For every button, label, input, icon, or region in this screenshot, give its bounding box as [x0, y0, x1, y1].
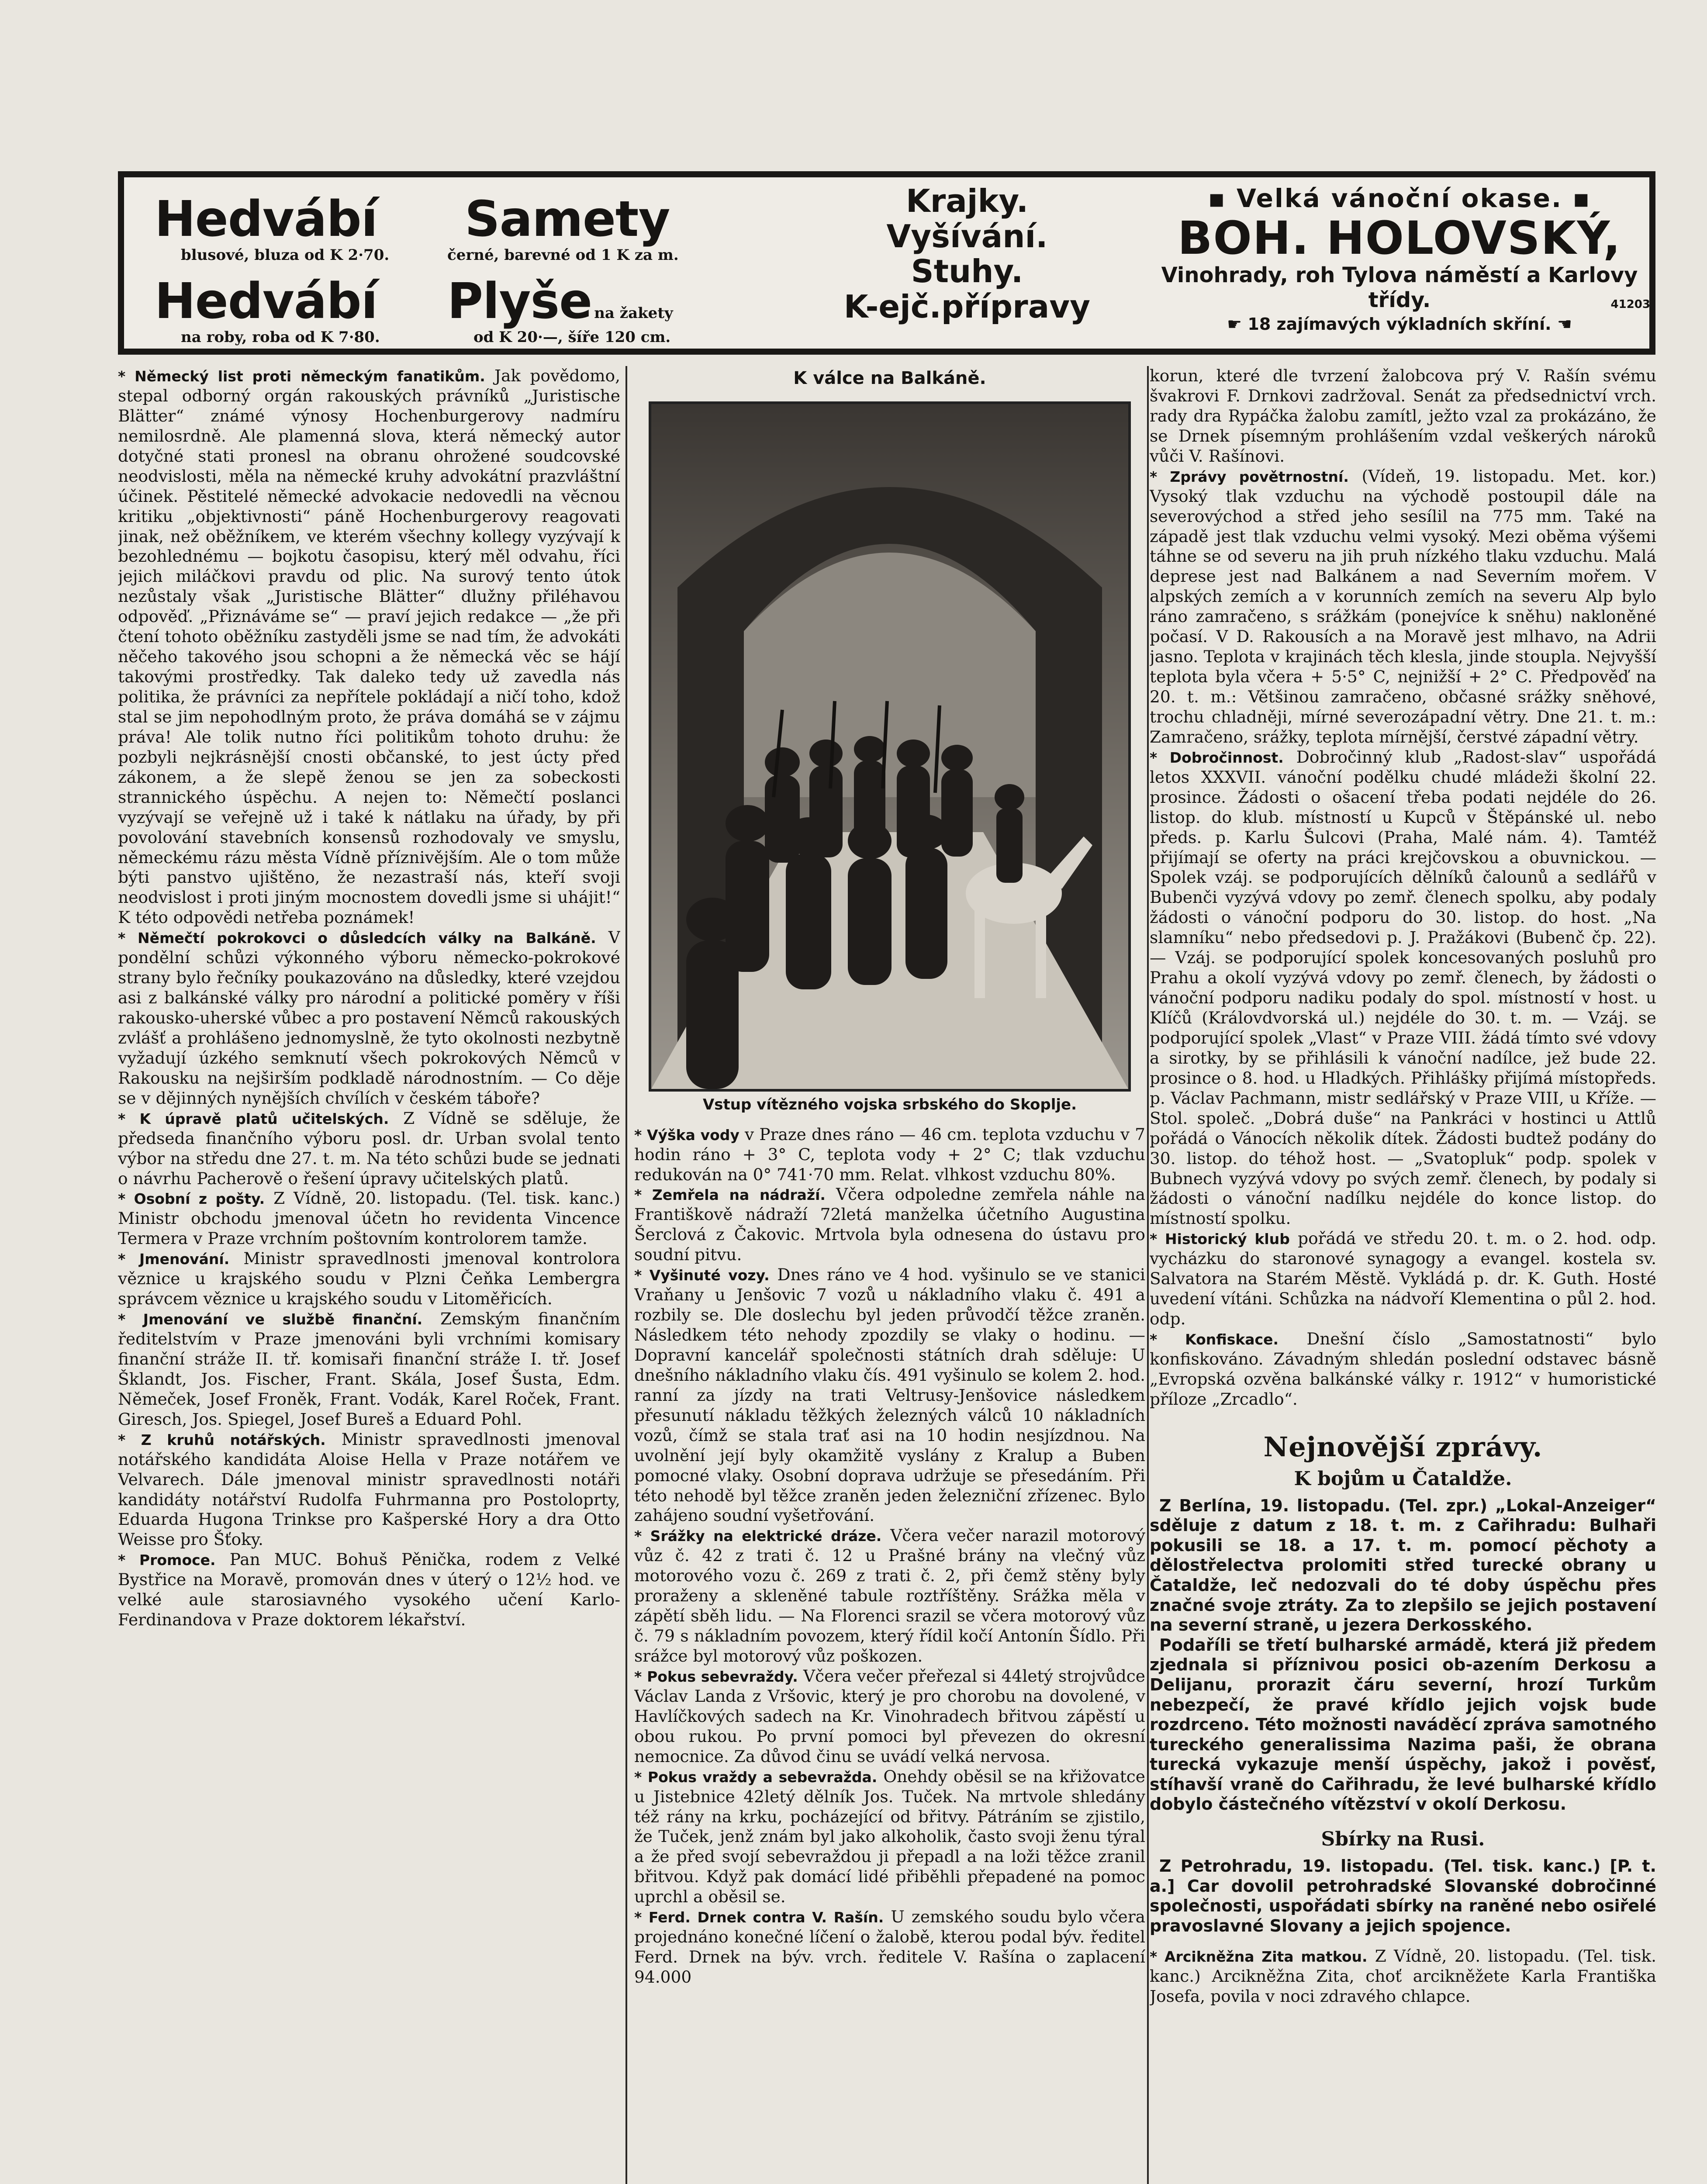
top-advertisement: [118, 171, 1655, 355]
ad-silk-title-2: Hedvábí: [155, 273, 378, 330]
news-petrograd: Z Petrohradu, 19. listopadu. (Tel. tisk. kanc.) [P. t. a.] Car dovolil petrohradské Slovanské dobročinné společnosti, uspořádati sbírky na raněné nebo osiřelé pravoslavné Slovany a jejich spojence.: [1150, 1856, 1656, 1935]
ad-silk-title: Hedvábí: [155, 191, 378, 248]
ad-holovsky: [1146, 183, 1653, 334]
ad-item: Vyšívání.: [886, 218, 1048, 255]
ad-items-column: [832, 177, 1102, 349]
ad-item: K-ejč.přípravy: [843, 288, 1091, 325]
ad-velvet-price: černé, barevné od 1 K za m.: [447, 246, 679, 264]
column-1: * Německý list proti německým fanatikům. Jak povědomo, stepal odborný orgán rakouských právníků „Juristische Blätter“ známé výnosy Hochenburgerovy nadmíru nemilosrdně. Ale plamenná slova, která německý autor dotyčné stati pronesl na obranu ohrožené soudcovské neodvislosti, měla na německé kruhy advokátní prazvláštní účinek. Pěstitelé německé advokacie nedovedli na věcnou kritiku „objektivnosti“ páně Hochenburgerovy reagovati jinak, než oběžníkem, ve kterém všechny kollegy vyzývají k bezohlednému — bojkotu časopisu, který měl odvahu, říci jejich miláčkovi pravdu od plic. Na surový tento útok nezůstaly však „Juristische Blätter“ dlužny přiléhavou odpověď. „Přiznáváme se“ — praví jejich redakce — „že při čtení tohoto oběžníku zastyděli jsme se nad tím, že advokáti něčeho takového jsou schopni a že německá věc se hájí takovými prostředky. Tak daleko tedy už zavedla nás politika, že právníci za nepřítele pokládají a ničí toho, kdož stal se jim nepohodlným proto, že práva domáhá se v zájmu práva! Ale tolik nutno říci politikům tohoto druhu: že pozbyli nejkrásnější cnosti občanské, to jest úcty před zákonem, a že slepě ženou se jen za sobeckosti strannického úspěchu. A nejen to: Němečtí poslanci vyzývají se veřejně už i také k nátlaku na úřady, by při povolování stavebních konsensů rozhodovaly ve smyslu, německému rázu města Vídně příznivějším. Ale o tom může býti panstvo ujištěno, že nezastraší nás, kteří svoji neodvislost i proti jiným mocnostem dovedli jsme si uhájit!“ K této odpovědi netřeba poznámek! * Němečtí pokrokovci o důsledcích války na Balkáně. V pondělní schůzi výkonného výboru německo-pokrokové strany bylo řečníky poukazováno na důsledky, které vzejdou asi z balkánské války pro národní a politické poměry v říši rakousko-uherské vůbec a pro postavení Němců rakouských zvlášť a prohlášeno jednomyslně, že tyto okolnosti nezbytně vyžadují úzkého semknutí všech pokrokových Němců v Rakousku na nejširším podkladě národnostním. — Co děje se v dějinných nynějších chvílích v českém táboře? * K úpravě platů učitelských. Z Vídně se sděluje, že předseda finančního výboru posl. dr. Urban svolal tento výbor na středu dne 27. t. m. Na této schůzi bude se jednati o návrhu Pacherově o řešení úpravy učitelských platů. * Osobní z pošty. Z Vídně, 20. listopadu. (Tel. tisk. kanc.) Ministr obchodu jmenoval účetn ho revidenta Vincence Termera v Praze vrchním poštovním kontrolorem tamže. * Jmenování. Ministr spravedlnosti jmenoval kontrolora věznice u krajského soudu v Plzni Čeňka Lembergra správcem věznice u krajského soudu v Litoměřicích. * Jmenování ve službě finanční. Zemským finančním ředitelstvím v Praze jmenováni byli vrchními komisary finanční stráže II. tř. komisaři finanční stráže I. tř. Josef Šklandt, Jos. Fischer, Frant. Skála, Josef Šusta, Edm. Němeček, Josef Froněk, Frant. Vodák, Karel Roček, Frant. Giresch, Jos. Spiegel, Josef Bureš a Eduard Pohl. * Z kruhů notářských. Ministr spravedlnosti jmenoval notářského kandidáta Aloise Hella v Praze notářem ve Velvarech. Dále jmenoval ministr spravedlnosti notáři kandidáty notářství Rudolfa Fuhrmanna pro Postoloprty, Eduarda Hugona Trinkse pro Kašperské Hory a dra Otto Weisse pro Šťoky. * Promoce. Pan MUC. Bohuš Pěnička, rodem z Velké Bystřice na Moravě, promován dnes v úterý o 12½ hod. ve velké aule starosiavného vysokého učení Karlo-Ferdinandova v Praze doktorem lékařství.: [118, 366, 620, 1630]
ad-silk-price-2: na roby, roba od K 7·80.: [181, 328, 380, 346]
ad-velvet-title: Samety: [465, 191, 670, 248]
latest-news-subtitle: K bojům u Čataldže.: [1294, 1467, 1512, 1490]
ad-address: Vinohrady, roh Tylova náměstí a Karlovy třídy.: [1161, 263, 1638, 313]
column-rule: [1147, 366, 1149, 2184]
ad-sale-banner: ▪ Velká vánoční okase. ▪: [1208, 183, 1591, 213]
ad-silk-column: [155, 177, 389, 349]
news-bulgarian-army: Podaříli se třetí bulharské armádě, která již předem zjednala si příznivou posici ob-azením Derkosu a Delijanu, prorazit čáru severní, hrozí Turkům nebezpečí, že pravé křídlo jejich vojsk bude rozdrceno. Této možnosti naváděcí zpráva samotného tureckého generalissima Nazima paši, že obrana turecká vykazuje menší úspěchy, jakož i pověsť, stíhavší vraně do Cařihradu, že levé bulharské křídlo dobylo částečného vítězství v okolí Derkosu.: [1150, 1635, 1656, 1814]
pointing-hand-icon: ☚: [1557, 314, 1572, 334]
soldiers-marching-image: [651, 404, 1128, 1089]
pointing-hand-icon: ☛: [1227, 314, 1242, 334]
ad-silk-price: blusové, bluza od K 2·70.: [181, 246, 390, 264]
balkan-war-title: K válce na Balkáně.: [793, 368, 986, 388]
photo-caption: Vstup vítězného vojska srbského do Skoplje.: [702, 1096, 1077, 1113]
ad-windows: ☛ 18 zajímavých výkladních skříní. ☚: [1227, 314, 1572, 334]
ad-firm-name: BOH. HOLOVSKÝ,: [1178, 211, 1621, 265]
column-2: K válce na Balkáně. Vstup vítězného vojska srbského do Skoplje. * Výška vody v Praze dnes ráno — 46 cm. teplota vzduchu v 7 hodin ráno + 3° C, teplota vody + 2° C; tlak vzduchu redukován na 0° 741·70 mm. Relat. vlhkost vzduchu 80%. * Zemřela na nádraží. Včera odpoledne zemřela náhle na Františkově nádraží 72letá manželka účetního Augustina Šerclová z Čakovic. Mrtvola byla odnesena do ústavu pro soudní pitvu. * Vyšinuté vozy. Dnes ráno ve 4 hod. vyšinulo se ve stanici Vraňany u Jenšovic 7 vozů u nákladního vlaku č. 491 a rozbily se. Dle doslechu byl jeden průvodčí těžce zraněn. Následkem této nehody zpozdily se vlaky o hodinu. — Dopravní kancelář společnosti státních drah sděluje: U dnešního nákladního vlaku čís. 491 vyšinulo se kolem 2. hod. ranní za jízdy na trati Veltrusy-Jenšovice následkem přesunutí nákladu těžkých železných válců 10 nákladních vozů, čímž se stala trať asi na 10 hodin nesjízdnou. Na uvolnění její byly okamžitě vyslány z Kralup a Buben pomocné vlaky. Osobní doprava udržuje se přesedáním. Při této nehodě byl těžce zraněn jeden železniční zřízenec. Bylo zahájeno soudní vyšetřování. * Srážky na elektrické dráze. Včera večer narazil motorový vůz č. 42 z trati č. 12 u Prašné brány na vlečný vůz motorového vozu č. 269 z trati č. 2, při čemž stěny byly proraženy a skleněné tabule roztříštěny. Srážka měla v zápětí sběh lidu. — Na Florenci srazil se včera motorový vůz č. 79 s nákladním povozem, který řídil kočí Antonín Šídlo. Při srážce byl motorový vůz poškozen. * Pokus sebevraždy. Včera večer přeřezal si 44letý strojvůdce Václav Landa z Vršovic, který je pro chorobu na dovolené, v Havlíčkových sadech na Kr. Vinohradech břitvou zápěstí u obou rukou. Po první pomoci byl převezen do okresní nemocnice. Za důvod činu se uvádí velká nervosa. * Pokus vraždy a sebevražda. Onehdy oběsil se na křižovatce u Jistebnice 42letý dělník Jos. Tuček. Na mrtvole shledány též rány na krku, pocházející od břitvy. Pátráním se zjistilo, že Tuček, jenž znám byl jako alkoholik, často svoji ženu týral a že před svojí sebevraždou ji přepadl a na loži těžce zranil břitvou. Když pak domácí lidé přiběhli přepadené na pomoc uprchl a oběsil se. * Ferd. Drnek contra V. Rašín. U zemského soudu bylo včera projednáno konečné líčení o žalobě, kterou podal býv. ředitel Ferd. Drnek na býv. vrch. ředitele V. Rašína o zaplacení 94.000: [634, 368, 1145, 1987]
news-berlin: Z Berlína, 19. listopadu. (Tel. zpr.) „Lokal-Anzeiger“ sděluje z datum z 18. t. m. z Cařihradu: Bulhaři pokusili se 18. a 17. t. m. pomocí pěchoty a dělostřelectva prolomiti střed turecké obrany u Čataldže, leč nedozvali do té doby úspěchu přes značné svoje ztráty. Za to zlepšilo se jejich postavení na severní straně, u jezera Derkosského.: [1150, 1496, 1656, 1635]
ad-velvet-column: [447, 177, 679, 349]
ad-plush-suffix: na žakety: [594, 304, 673, 322]
ad-item: Stuhy.: [911, 253, 1023, 290]
column-rule: [625, 366, 627, 2184]
ad-number: 41203: [1610, 298, 1650, 311]
war-photo: [649, 401, 1131, 1092]
ad-plush-price: od K 20·—, šíře 120 cm.: [473, 328, 671, 346]
article-drnek-rasin-cont: korun, které dle tvrzení žalobcova prý V. Rašín svému švakrovi F. Drnkovi zadržoval. Senát za předsednictví vrch. rady dra Rypáčka žalobu zamítl, ježto vzal za prokázáno, že se Drnek písemným prohlášením vzdal veškerých nároků vůči V. Rašínovi.: [1150, 366, 1656, 466]
ad-item: Krajky.: [905, 183, 1029, 219]
latest-news-title: Nejnovější zprávy.: [1263, 1431, 1543, 1463]
ad-plush-title: Plyše: [447, 273, 592, 330]
collections-title: Sbírky na Rusi.: [1321, 1828, 1485, 1851]
column-3: korun, které dle tvrzení žalobcova prý V. Rašín svému švakrovi F. Drnkovi zadržoval. Senát za předsednictví vrch. rady dra Rypáčka žalobu zamítl, ježto vzal za prokázáno, že se Drnek písemným prohlášením vzdal veškerých nároků vůči V. Rašínovi. * Zprávy povětrnostní. (Vídeň, 19. listopadu. Met. kor.) Vysoký tlak vzduchu na východě postoupil dále na severovýchod a střed jeho sesílil na 775 mm. Také na západě jest tlak vzduchu velmi vysoký. Mezi oběma výšemi táhne se od severu na jih pruh nízkého tlaku vzduchu. Malá deprese jest nad Balkánem a nad Severním mořem. V alpských zemích a v korunních zemích na severu Alp bylo ráno zamračeno, s srážkám (ponejvíce k sněhu) nakloněné počasí. V D. Rakousích a na Moravě jest mlhavo, na Adrii jasno. Teplota v krajinách těch klesla, jinde stoupla. Nejvyšší teplota byla včera + 5·5° C, nejnižší + 2° C. Předpověď na 20. t. m.: Většinou zamračeno, občasné srážky sněhové, trochu chladněji, mírné severozápadní větry. Dne 21. t. m.: Zamračeno, srážky, teplota mírnější, čerstvé západní větry. * Dobročinnost. Dobročinný klub „Radost-slav“ uspořádá letos XXXVII. vánoční podělku chudé mládeži školní 22. prosince. Žádosti o ošacení třeba podati nejdéle do 26. listop. do klub. místností u Kupců v Štěpánské ul. nebo předs. p. Karlu Šulcovi (Praha, Malé nám. 4). Tamtéž přijímají se oferty na práci krejčovskou a obuvnickou. — Spolek vzáj. se podporujících dělníků čalounů a sedlářů v Bubenči vyzývá vdovy po zemř. členech spolku, aby podaly žádosti o vánoční podporu do 30. listop. do host. „Na slamníku“ nebo předsedovi p. J. Pražákovi (Bubenč čp. 22). — Vzáj. se podporující spolek koncesovaných posluhů pro Prahu a okolí vyzývá vdovy po zemř. členech, by žádosti o vánoční podporu nadiku podaly do spol. místností v host. u Klíčů (Královdvorská ul.) nejdéle do 30. t. m. — Vzáj. se podporující spolek „Vlast“ v Praze VIII. žádá tímto své vdovy a sirotky, by se přihlásili k vánoční nadílce, jež bude 22. prosince o 8. hod. u Hladkých. Přihlášky přijímá místopředs. p. Václav Pachmann, mistr sedlářský v Praze VIII, u Kříže. — Stol. společ. „Dobrá duše“ na Pankráci v hostinci u Attlů pořádá o Vánocích několik dítek. Žádosti budtež podány do 30. listop. do téhož host. — „Svatopluk“ podp. spolek v Bubnech vyzývá vdovy po svých zemř. členech, by podaly si žádosti o vánoční nadílku nejdéle do konce listop. do místností spolku. * Historický klub pořádá ve středu 20. t. m. o 2. hod. odp. vycházku do staronové synagogy a evangel. kostela sv. Salvatora na Starém Městě. Vykládá p. dr. K. Guth. Hosté uvedení vítáni. Schůzka na nádvoří Klementina o půl 2. hod. odp. * Konfiskace. Dnešní číslo „Samostatnosti“ bylo konfiskováno. Závadným shledán poslední odstavec básně „Evropská ozvěna balkánské války r. 1912“ v humoristické příloze „Zrcadlo“. Nejnovější zprávy. K bojům u Čataldže. Z Berlína, 19. listopadu. (Tel. zpr.) „Lokal-Anzeiger“ sděluje z datum z 18. t. m. z Cařihradu: Bulhaři pokusili se 18. a 17. t. m. pomocí pěchoty a dělostřelectva prolomiti střed turecké obrany u Čataldže, leč nedozvali do té doby úspěchu přes značné svoje ztráty. Za to zlepšilo se jejich postavení na severní straně, u jezera Derkosského. Podaříli se třetí bulharské armádě, která již předem zjednala si příznivou posici ob-azením Derkosu a Delijanu, prorazit čáru severní, hrozí Turkům nebezpečí, že pravé křídlo jejich vojsk bude rozdrceno. Této možnosti naváděcí zpráva samotného tureckého generalissima Nazima paši, že obrana turecká vykazuje menší úspěchy, jakož i pověsť, stíhavší vraně do Cařihradu, že levé bulharské křídlo dobylo částečného vítězství v okolí Derkosu. Sbírky na Rusi. Z Petrohradu, 19. listopadu. (Tel. tisk. kanc.) [P. t. a.] Car dovolil petrohradské Slovanské dobročinné společnosti, uspořádati sbírky na raněné nebo osiřelé pravoslavné Slovany a jejich spojence. * Arcikněžna Zita matkou. Z Vídně, 20. listopadu. (Tel. tisk. kanc.) Arcikněžna Zita, choť arcikněžete Karla Františka Josefa, povila v noci zdravého chlapce.: [1150, 366, 1656, 2006]
